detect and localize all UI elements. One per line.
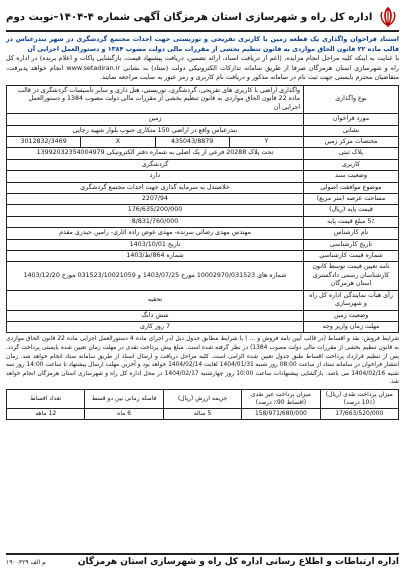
table-row xyxy=(7,262,399,290)
row-label: نامه تعیین قیمت توسط کانون کارشناسان رسمی دادگستری استان هرمزگان xyxy=(304,262,399,290)
row-label: تاریخ کارشناسی xyxy=(304,239,399,250)
row-value: تحقیه xyxy=(7,290,304,310)
row-label: وضعیت سند xyxy=(304,171,399,182)
row-value: شش دانگ xyxy=(7,310,304,321)
row-value: تحت پلاک 20288 فرعی از یک اصلی به شماره دفتر الکترونیکی 13992032354004979 xyxy=(7,148,304,159)
tax-value: 5 ساله xyxy=(163,408,241,419)
row-label: 5٪ مبلغ قیمت پایه xyxy=(304,216,399,227)
cash-pct: (10٪ درصد) xyxy=(343,398,375,406)
header-bar xyxy=(6,4,399,32)
coords-x-label: X xyxy=(81,137,155,148)
row-value: گردشگری xyxy=(7,159,304,170)
table-row xyxy=(7,310,399,321)
cash-value: 17/663/520/000 xyxy=(320,408,398,419)
coords-row xyxy=(7,137,399,148)
row-value: شماره 864/ط/1403 xyxy=(7,251,304,262)
row-label: پلاک ثبتی xyxy=(304,148,399,159)
row-value: خلاصتدل به سرمایه گذاری جهت احداث مجتمع گردشگری xyxy=(7,182,304,193)
row-value: بندرعباس واقع در اراضی 150 متکاری جنوب بلوار شهید رجایی xyxy=(7,125,304,136)
row-label: موضوع موافقت اصولی xyxy=(304,182,399,193)
table-row xyxy=(7,251,399,262)
iran-emblem-icon xyxy=(377,5,399,29)
table-row xyxy=(7,228,399,239)
row-label: نام کارشناس xyxy=(304,228,399,239)
table-row xyxy=(7,194,399,205)
row-value: 176/635/200/000 xyxy=(7,205,304,216)
row-label: کاربری xyxy=(304,159,399,170)
payment-header-row xyxy=(7,389,399,408)
table-row xyxy=(7,182,399,193)
table-row xyxy=(7,114,399,125)
installment-header xyxy=(242,389,320,408)
count-header: تعداد اقساط xyxy=(7,389,85,408)
footer-org: اداره ارتباطات و اطلاع رسانی اداره کل راه و شهرسازی استان هرمزگان xyxy=(77,557,399,567)
row-value: مهندس مهدی رضائی سرنده- مهدی عوض زاده اثاری- رامین حیدری مقدم xyxy=(7,228,304,239)
footer-code: م الف ۱۹۰۰۳۲۹ xyxy=(6,558,46,566)
row-label: شماره قیمت کارشناسی xyxy=(304,251,399,262)
row-label: قیمت پایه (ریال) xyxy=(304,205,399,216)
cash-header-text: میزان پرداخت نقدی (ریال) xyxy=(325,390,393,398)
intro-section xyxy=(6,35,399,83)
table-row xyxy=(7,125,399,136)
table-row xyxy=(7,85,399,113)
row-value: دارد xyxy=(7,171,304,182)
duration-value: 6 ماه xyxy=(85,408,163,419)
cash-header xyxy=(320,389,398,408)
row-label: مورد فراخوان xyxy=(304,114,399,125)
row-value: شماره های 10002970/031523 مورخ 1403/07/25 و 031523/10021059 مورخ 1403/12/20 xyxy=(7,262,304,290)
payment-table xyxy=(6,389,399,420)
row-value: زمین xyxy=(7,114,304,125)
duration-header: فاصله زمانی بین دو قسط xyxy=(85,389,163,408)
row-label: وضعیت زمین xyxy=(304,310,399,321)
table-row xyxy=(7,290,399,310)
row-label: نشانی xyxy=(304,125,399,136)
coords-x-value: 3012832/3469 xyxy=(7,137,81,148)
row-value: واگذاری اراضی با کاربری های تفریحی، گردشگری، توریستی، هتل داری و سایر تأسیسات گردشگری در قالب ماده 22 قانون الحاق مواردی به قانون تنظیم بخشی از مقررات مالی دولت مصوب 1384 و دستورالعمل اجرایی آن xyxy=(7,85,304,113)
row-label: مهلت زمان واریز وجه xyxy=(304,321,399,332)
table-row xyxy=(7,148,399,159)
table-row xyxy=(7,239,399,250)
table-row xyxy=(7,159,399,170)
page-title: اداره کل راه و شهرسازی استان هرمزگان آگهی شماره ۴-۱۴۰۴–نوبت دوم xyxy=(6,11,373,23)
row-value: 8/831/760/000 xyxy=(7,216,304,227)
row-value: 2207/94 xyxy=(7,194,304,205)
tax-header: جریمه ارزش (ریال) xyxy=(163,389,241,408)
installment-header-text: میزان پرداخت غیر نقدی (اقساط 90٪ درصد) xyxy=(250,390,311,406)
count-value: 12 ماهه xyxy=(7,408,85,419)
payment-value-row xyxy=(7,408,399,419)
row-value: تاریخ 1403/10/01 xyxy=(7,239,304,250)
row-value: 7 روز کاری xyxy=(7,321,304,332)
row-label: رأی هیأت نمایندگی اداره کل راه و شهرسازی xyxy=(304,290,399,310)
intro-body: با عنایت به اینکه کلیه مراحل انجام مزایده، (اعم از دریافت اسناد، ارائه تضمین، دریافت پیشنهاد قیمت، بازگشایی پاکات و اعلام برنده) در اداره کل راه و شهرسازی استان هرمزگان صرفا از طریق سامانه تدارکات الکترونیکی دولت (ستاد) به نشانی www.setadiran.ir انجام خواهد پذیرفت، متقاضیان محترم بایستی جهت ثبت نام در سامانه مذکور و دریافت نام کاربری و رمز عبور به سایت مراجعه نمایند. xyxy=(6,54,399,82)
table-row xyxy=(7,205,399,216)
intro-title: استناد فراخوان واگذاری یک قطعه زمین با کاربری تفریحی و توریستی جهت احداث مجتمع گردشگری در شهر بندرعباس در قالب ماده ۲۲ قانون الحاق مواردی به قانون تنظیم بخشی از مقررات مالی دولت مصوب ۱۳۸۴ و دستورالعمل اجرایی آن xyxy=(6,35,399,53)
row-label: مساحت عرصه (متر مربع) xyxy=(304,194,399,205)
table-row xyxy=(7,171,399,182)
terms-text: شرایط فروش: نقد و اقساط (در قالب آیین نامه فروش و ... ) با شرایط مطابق جدول ذیل (در اجرای ماده 4 دستورالعمل اجرایی ماده 22 قانون الحاق مواردی به قانون تنظیم بخشی از مقررات مالی دولت مصوب 1384) در نظر گرفته شده است. مبلغ پیش پرداخت نقدی در مهلت زمان تعیین شده بایستی پرداخت گردد. پس از تنظیم قرارداد پرداخت اقساط طبق جدول تعیین شده الزامی است. کلیه مراحل دریافت و ارسال اسناد از طریق سامانه ستاد انجام خواهد شد. زمان انتشار فراخوان در سامانه ستاد از ساعت 08:00 روز شنبه 1404/01/31 لغایت 1404/02/14 خواهد بود و آخرین مهلت ارسال پیشنهاد تا ساعت 14:00 روز سه شنبه 1404/02/16 می باشد. بازگشایی پیشنهادات ساعت 10:00 روز چهارشنبه 1404/02/17 در محل اداره کل راه و شهرسازی استان هرمزگان انجام خواهد شد. xyxy=(6,336,399,386)
table-row xyxy=(7,321,399,332)
table-row xyxy=(7,216,399,227)
details-table xyxy=(6,85,399,333)
coords-label: مختصات مرکز زمین xyxy=(304,137,399,148)
installment-value: 158/971/680/000 xyxy=(242,408,320,419)
coords-y-label: Y xyxy=(229,137,303,148)
row-label: نوع واگذاری xyxy=(304,85,399,113)
coords-y-value: 435043/8879 xyxy=(155,137,229,148)
footer-bar xyxy=(6,553,399,569)
